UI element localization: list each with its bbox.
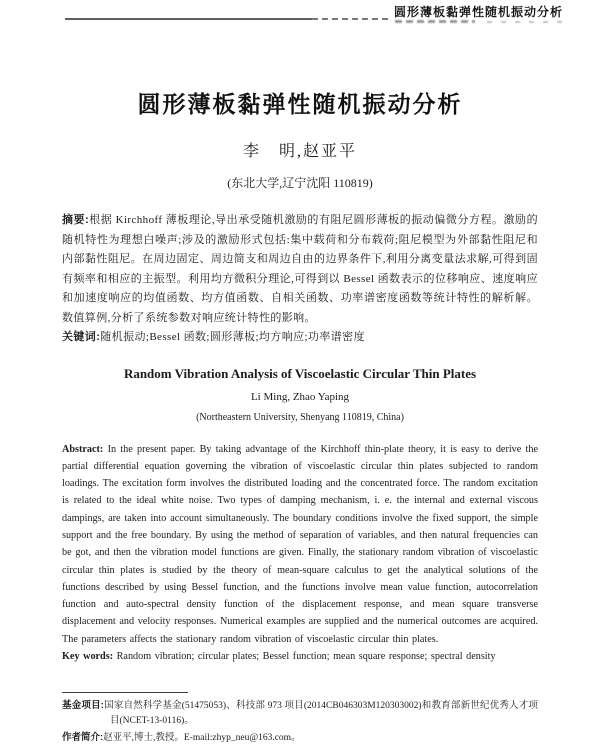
abstract-zh	[62, 211, 538, 328]
paper-title-en: Random Vibration Analysis of Viscoelastic Circular Thin Plates	[123, 365, 477, 381]
affiliation-en: (Northeastern University, Shenyang 110819, China)	[196, 411, 404, 423]
fund-project-text: 国家自然科学基金(51475053)、科技部 973 项目(2014CB046303M120303002)和教育部新世纪优秀人才项目(NCET-13-0116)。	[103, 700, 538, 726]
author-bio-text: 赵亚平,博士,教授。E-mail:zhyp_neu@163.com。	[103, 732, 301, 743]
authors-zh: 李 明,赵亚平	[242, 143, 357, 160]
fund-project-label: 基金项目:	[62, 699, 104, 711]
abstract-en-body: In the present paper. By taking advantage of the Kirchhoff thin-plate theory, it is easy to derive the partial differential equation governing the vibration of viscoelastic circular thin plates subjected to random loadings. The excitation form involves the distributed loading and the concentrated force. The random excitation is related to the ideal white noise. Two types of damping mechanism, i. e. the internal and external viscous dampings, are taken into account simultaneously. The boundary conditions involve the fixed support, the simple support and the free boundary. By using the method of separation of variables, and then natural frequencies can be got, and then the vibration model functions are given. Finally, the stationary random vibration of viscoelastic circular thin plates is studied by the theory of mean-square calculus to get the analytical solutions of the functions described by using Bessel function, and the functions involve mean value function, autocorrelation function and auto-spectral density function of the displacement response, and mean square transverse displacement and velocity responses. Numerical examples are supplied and the numerical outcomes are acquired. The parameters affects the stationary random vibration of viscoelastic circular thin plates.	[62, 443, 539, 645]
author-bio-note	[62, 730, 538, 747]
keywords-zh-text: 随机振动;Bessel 函数;圆形薄板;均方响应;功率谱密度	[100, 331, 365, 343]
author-bio-label: 作者简介:	[62, 731, 104, 743]
keywords-en-label: Key words:	[62, 651, 114, 663]
paper-body	[0, 88, 600, 665]
abstract-zh-label: 摘要:	[62, 214, 90, 226]
keywords-zh	[62, 328, 538, 348]
abstract-en-label: Abstract:	[62, 443, 104, 455]
affiliation-zh: (东北大学,辽宁沈阳 110819)	[227, 176, 373, 190]
fund-project-note	[62, 698, 538, 730]
abstract-en	[62, 441, 538, 649]
header-rule-dashes	[312, 18, 388, 20]
abstract-zh-text: 根据 Kirchhoff 薄板理论,导出承受随机激励的有阻尼圆形薄板的振动偏微分方程。激励的随机特性为理想白噪声;涉及的激励形式包括:集中载荷和分布载荷;阻尼模型为外部黏性阻尼和内部黏性阻尼。在周边固定、周边简支和周边自由的边界条件下,利用分离变量法求解,可得到固有频率和相应的主振型。利用均方微积分理论,可得到以 Bessel 函数表示的位移响应、速度响应和加速度响应的均值函数、均方值函数、自相关函数、功率谱密度函数等统计特性的解析解。数值算例,分析了系统参数对响应统计特性的影响。	[62, 214, 538, 324]
paper-title-zh: 圆形薄板黏弹性随机振动分析	[137, 91, 463, 117]
footnote-rule	[62, 692, 188, 693]
running-header-title: 圆形薄板黏弹性随机振动分析	[394, 5, 564, 19]
keywords-en-text: Random vibration; circular plates; Bessel function; mean square response; spectral density	[116, 651, 496, 663]
header-rule	[65, 18, 312, 20]
authors-en: Li Ming, Zhao Yaping	[250, 390, 350, 403]
header-bleed-through-smudge	[395, 20, 565, 24]
keywords-zh-label: 关键词:	[62, 331, 101, 343]
footnote-area	[62, 692, 538, 747]
keywords-en	[62, 648, 538, 665]
